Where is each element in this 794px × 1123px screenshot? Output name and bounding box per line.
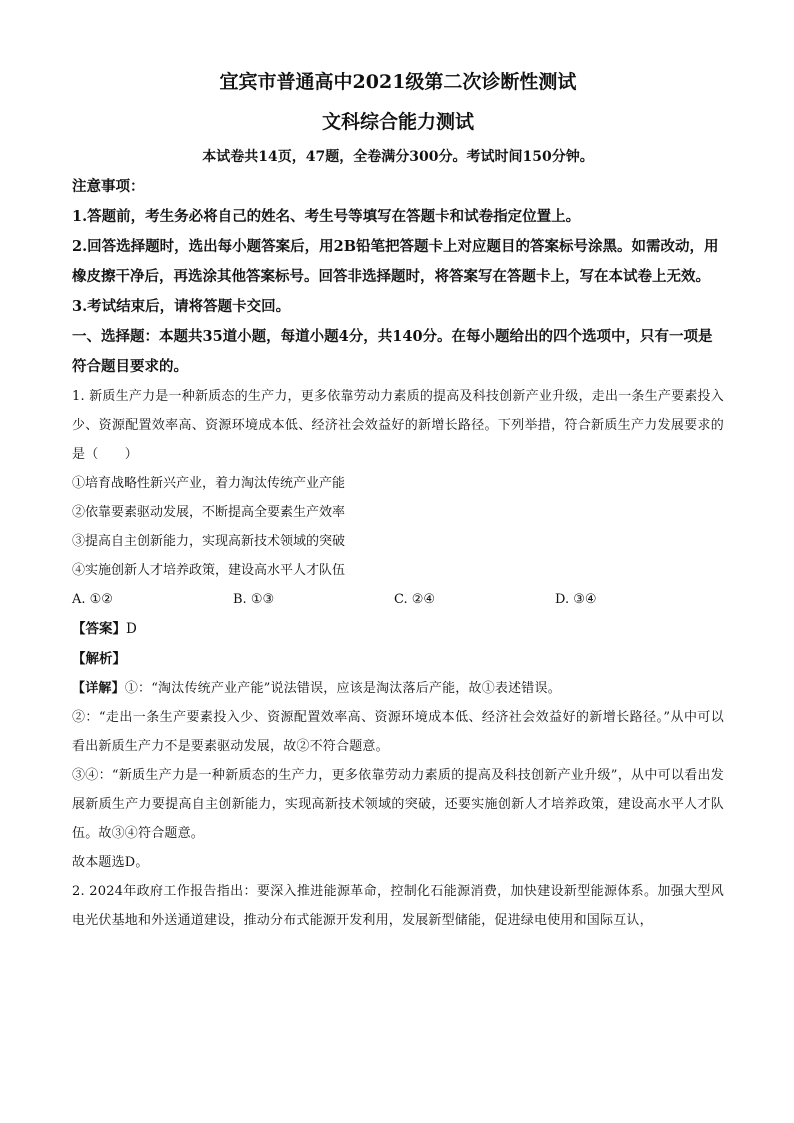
notes-section — [72, 172, 724, 322]
answer-value: D — [126, 621, 137, 637]
choice-options — [72, 585, 724, 614]
exam-info: 本试卷共14页，47题，全卷满分300分。考试时间150分钟。 — [202, 149, 594, 165]
detail-line-3: ③④：“新质生产力是一种新质态的生产力，更多依靠劳动力素质的提高及科技创新产业升级”，从中可以看出发展新质生产力要提高自主创新能力，实现高新技术领域的突破，还要实施创新人才培养政策，建设高水平人才队伍。故③④符合题意。 — [72, 768, 724, 841]
question-1 — [72, 382, 724, 877]
exam-page — [72, 64, 724, 935]
analysis-label: 【解析】 — [72, 651, 126, 667]
detail-line-2: ②：“走出一条生产要素投入少、资源配置效率高、资源环境成本低、经济社会效益好的新增长路径。”从中可以看出新质生产力不是要素驱动发展，故②不符合题意。 — [72, 710, 724, 754]
choice-c: C. ②④ — [394, 592, 436, 607]
answer-label: 【答案】 — [72, 621, 126, 637]
exam-title: 宜宾市普通高中2021级第二次诊断性测试 — [219, 71, 577, 93]
question-2 — [72, 877, 724, 935]
detail-line-1 — [72, 674, 724, 703]
notes-heading: 注意事项： — [72, 178, 145, 195]
choice-b: B. ①③ — [233, 592, 275, 607]
answer-line — [72, 614, 724, 644]
section-heading: 一、选择题：本题共35道小题，每道小题4分，共140分。在每小题给出的四个选项中，只有一项是符合题目要求的。 — [72, 328, 713, 375]
notes-item-2: 2.回答选择题时，选出每小题答案后，用2B铅笔把答题卡上对应题目的答案标号涂黑。如需改动，用橡皮擦干净后，再选涂其他答案标号。回答非选择题时，将答案写在答题卡上，写在本试卷上无效。 — [72, 238, 719, 285]
detail-label: 【详解】 — [72, 681, 125, 696]
statement-3: ③提高自主创新能力，实现高新技术领域的突破 — [72, 534, 346, 549]
choice-d: D. ③④ — [555, 592, 597, 607]
notes-item-1: 1.答题前，考生务必将自己的姓名、考生号等填写在答题卡和试卷指定位置上。 — [72, 208, 581, 225]
exam-subject-title: 文科综合能力测试 — [321, 111, 474, 133]
question-2-stem: 2. 2024年政府工作报告指出：要深入推进能源革命，控制化石能源消费，加快建设新型能源体系。加强大型风电光伏基地和外送通道建设，推动分布式能源开发利用，发展新型储能，促进绿电使用和国际互认， — [72, 884, 724, 928]
detail-text-1: ①：“淘汰传统产业产能”说法错误，应该是淘汰落后产能，故①表述错误。 — [124, 681, 561, 696]
statement-4: ④实施创新人才培养政策，建设高水平人才队伍 — [72, 563, 346, 578]
analysis-line — [72, 644, 724, 674]
statement-2: ②依靠要素驱动发展，不断提高全要素生产效率 — [72, 505, 346, 520]
notes-item-3: 3.考试结束后，请将答题卡交回。 — [72, 298, 291, 315]
statement-1: ①培育战略性新兴产业，着力淘汰传统产业产能 — [72, 476, 346, 491]
question-1-stem: 1. 新质生产力是一种新质态的生产力，更多依靠劳动力素质的提高及科技创新产业升级，走出一条生产要素投入少、资源配置效率高、资源环境成本低、经济社会效益好的新增长路径。下列举措，符合新质生产力发展要求的是（ ） — [72, 389, 724, 462]
detail-conclusion: 故本题选D。 — [72, 855, 149, 870]
choice-a: A. ①② — [72, 592, 113, 607]
